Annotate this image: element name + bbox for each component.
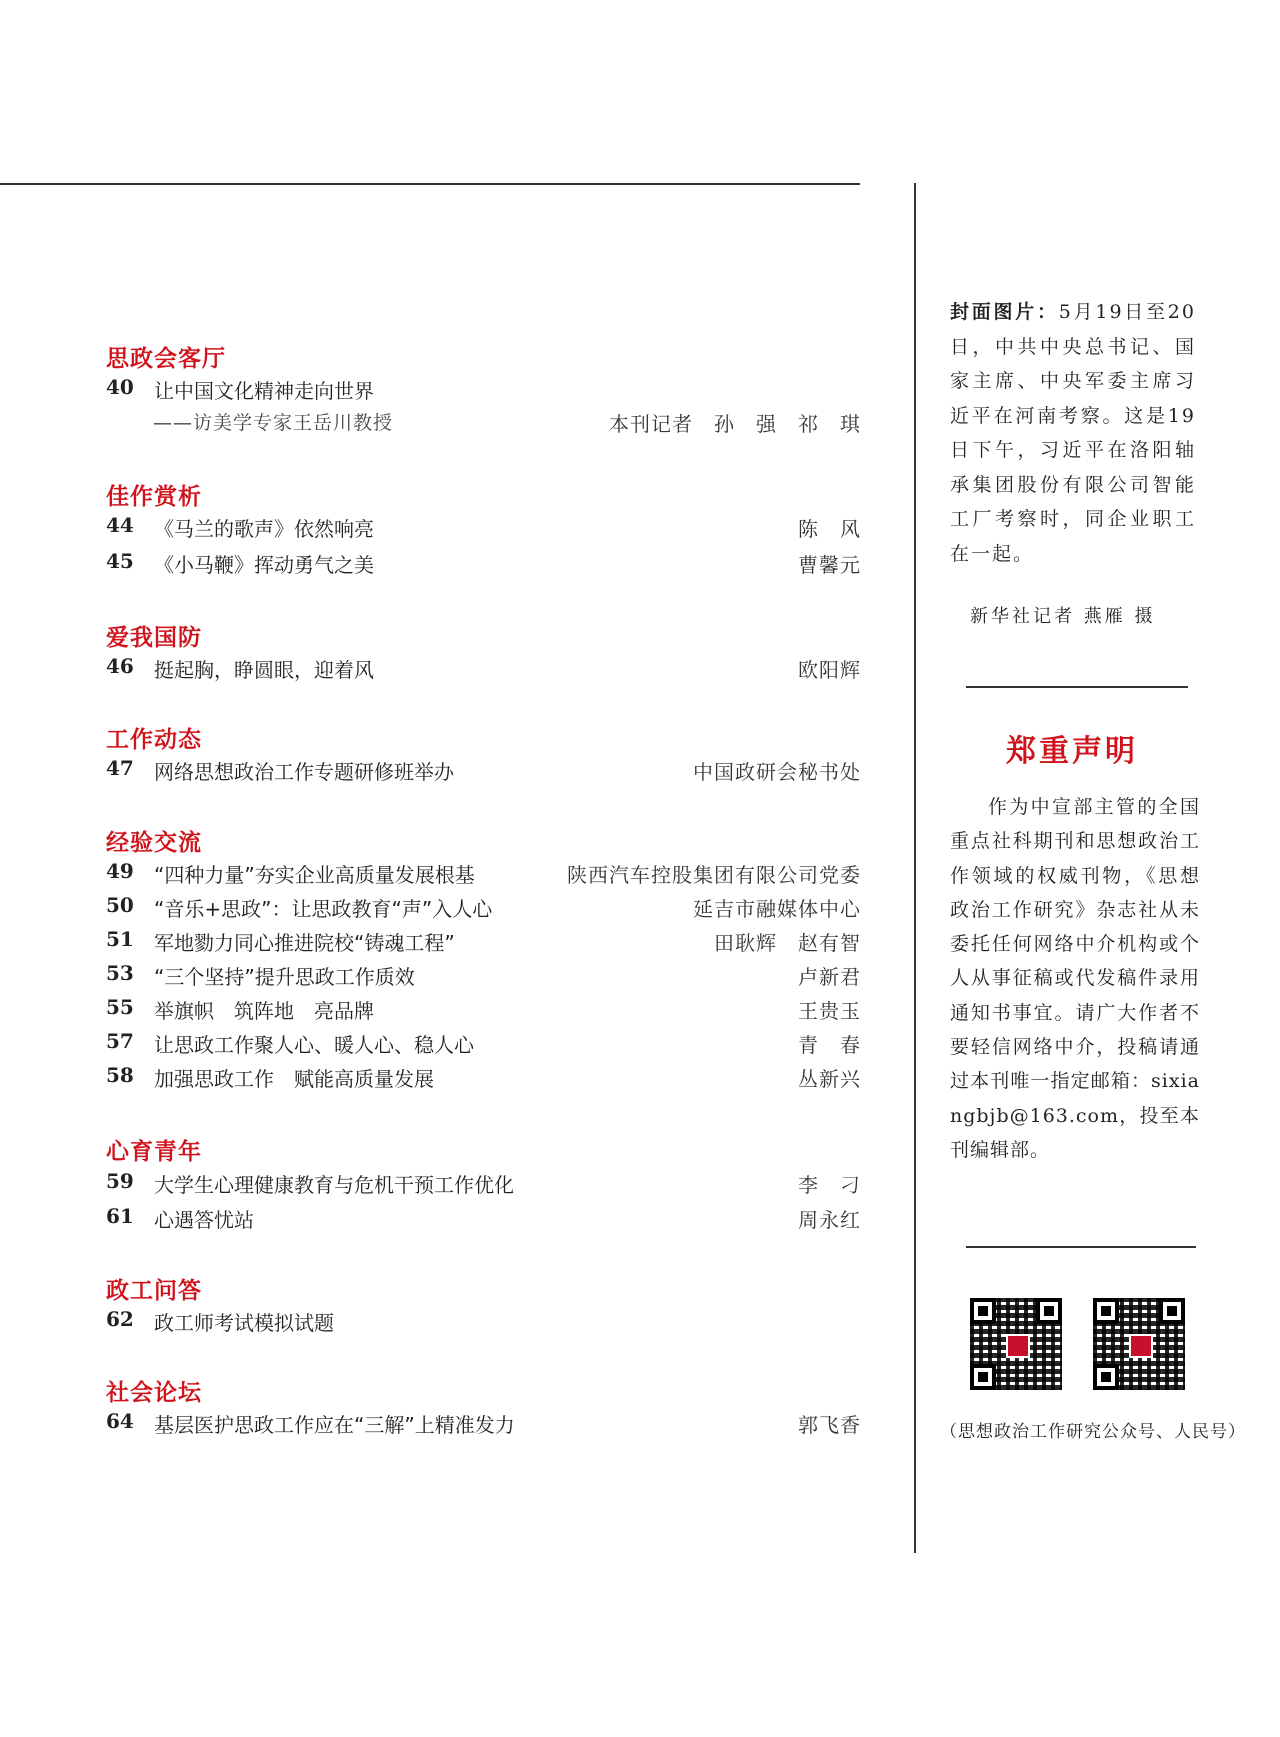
sidebar-divider: [966, 1246, 1196, 1248]
article-title: 让中国文化精神走向世界: [154, 379, 374, 403]
toc-entry[interactable]: [0, 1409, 870, 1439]
toc-entry[interactable]: [0, 859, 870, 889]
toc-entry[interactable]: [0, 1204, 870, 1234]
toc-entry[interactable]: [0, 1029, 870, 1059]
article-author: 李 刁: [798, 1173, 861, 1197]
article-title: “四种力量”夯实企业高质量发展根基: [154, 863, 475, 887]
section-title-sizhenghuiketing: 思政会客厅: [106, 346, 226, 372]
article-author: 田耿辉 赵有智: [714, 931, 861, 955]
toc-entry[interactable]: [0, 1169, 870, 1199]
toc-entry[interactable]: [0, 1307, 870, 1337]
cover-caption-label: 封面图片：: [950, 301, 1059, 323]
toc-entry[interactable]: [0, 513, 870, 543]
sidebar-divider: [966, 686, 1188, 688]
article-title: 基层医护思政工作应在“三解”上精准发力: [154, 1413, 515, 1437]
page-number: 57: [106, 1029, 134, 1053]
article-title: “三个坚持”提升思政工作质效: [154, 965, 415, 989]
photo-credit: 新华社记者 燕雁 摄: [970, 606, 1156, 627]
article-author: 卢新君: [798, 965, 861, 989]
page-number: 59: [106, 1169, 134, 1193]
cover-caption: [950, 295, 1196, 571]
article-title: 《小马鞭》挥动勇气之美: [154, 553, 374, 577]
toc-entry[interactable]: [0, 927, 870, 957]
column-divider: [914, 183, 916, 1553]
article-title: 举旗帜 筑阵地 亮品牌: [154, 999, 374, 1023]
cover-caption-text: 5月19日至20日，中共中央总书记、国家主席、中央军委主席习近平在河南考察。这是19日下午，习近平在洛阳轴承集团股份有限公司智能工厂考察时，同企业职工在一起。: [950, 301, 1196, 565]
qr-code-official-account: [970, 1298, 1062, 1390]
section-title-gongzuodongtai: 工作动态: [106, 727, 202, 753]
article-subtitle: ——访美学专家王岳川教授: [153, 412, 394, 434]
toc-entry[interactable]: [0, 654, 870, 684]
section-title-jingyanjiaoliu: 经验交流: [106, 830, 202, 856]
page-number: 62: [106, 1307, 134, 1331]
article-title: 让思政工作聚人心、暖人心、稳人心: [154, 1033, 474, 1057]
page-number: 45: [106, 549, 134, 573]
section-title-jiazuoshangxi: 佳作赏析: [106, 484, 202, 510]
notice-title: 郑重声明: [1006, 734, 1138, 769]
toc-entry[interactable]: [0, 375, 870, 405]
section-title-xinyuqingnian: 心育青年: [106, 1139, 202, 1165]
toc-entry-author-row: [0, 408, 870, 438]
article-author: 青 春: [798, 1033, 861, 1057]
article-title: 《马兰的歌声》依然响亮: [154, 517, 374, 541]
article-author: 郭飞香: [798, 1413, 861, 1437]
page-number: 55: [106, 995, 134, 1019]
page-number: 64: [106, 1409, 134, 1433]
section-title-zhenggongwenda: 政工问答: [106, 1278, 202, 1304]
qr-caption: （思想政治工作研究公众号、人民号）: [940, 1422, 1246, 1442]
article-author: 陈 风: [798, 517, 861, 541]
logo-icon: [1006, 1334, 1030, 1358]
article-title: 军地勠力同心推进院校“铸魂工程”: [154, 931, 455, 955]
article-title: 网络思想政治工作专题研修班举办: [154, 760, 454, 784]
article-author: 陕西汽车控股集团有限公司党委: [567, 863, 861, 887]
notice-text: 作为中宣部主管的全国重点社科期刊和思想政治工作领域的权威刊物，《思想政治工作研究》杂志社从未委托任何网络中介机构或个人从事征稿或代发稿件录用通知书事宜。请广大作者不要轻信网络中介，投稿请通过本刊唯一指定邮箱：sixiangbjb@163.com，投至本刊编辑部。: [950, 796, 1200, 1161]
logo-icon: [1129, 1334, 1153, 1358]
page-number: 53: [106, 961, 134, 985]
article-title: “音乐+思政”：让思政教育“声”入人心: [154, 897, 493, 921]
article-title: 心遇答忧站: [154, 1208, 254, 1232]
page-number: 44: [106, 513, 134, 537]
toc-entry[interactable]: [0, 893, 870, 923]
article-author: 王贵玉: [798, 999, 861, 1023]
article-title: 政工师考试模拟试题: [154, 1311, 334, 1335]
article-author: 延吉市融媒体中心: [693, 897, 861, 921]
section-title-shehuiluntan: 社会论坛: [106, 1380, 202, 1406]
page-number: 61: [106, 1204, 134, 1228]
toc-entry[interactable]: [0, 995, 870, 1025]
article-author: 丛新兴: [798, 1067, 861, 1091]
article-author: 曹馨元: [798, 553, 861, 577]
section-title-aiwoguofang: 爱我国防: [106, 625, 202, 651]
page-number: 46: [106, 654, 134, 678]
qr-code-people-account: [1093, 1298, 1185, 1390]
page-number: 49: [106, 859, 134, 883]
toc-entry[interactable]: [0, 1063, 870, 1093]
article-author: 本刊记者 孙 强 祁 琪: [609, 412, 861, 436]
toc-entry[interactable]: [0, 961, 870, 991]
page-number: 58: [106, 1063, 134, 1087]
page-number: 50: [106, 893, 134, 917]
article-author: 周永红: [798, 1208, 861, 1232]
article-title: 大学生心理健康教育与危机干预工作优化: [154, 1173, 514, 1197]
page-number: 47: [106, 756, 134, 780]
page-number: 40: [106, 375, 134, 399]
toc-entry[interactable]: [0, 756, 870, 786]
sidebar: [940, 0, 1246, 1737]
article-title: 挺起胸，睁圆眼，迎着风: [154, 658, 374, 682]
article-author: 中国政研会秘书处: [693, 760, 861, 784]
article-title: 加强思政工作 赋能高质量发展: [154, 1067, 434, 1091]
page-number: 51: [106, 927, 134, 951]
toc-entry[interactable]: [0, 549, 870, 579]
article-author: 欧阳辉: [798, 658, 861, 682]
